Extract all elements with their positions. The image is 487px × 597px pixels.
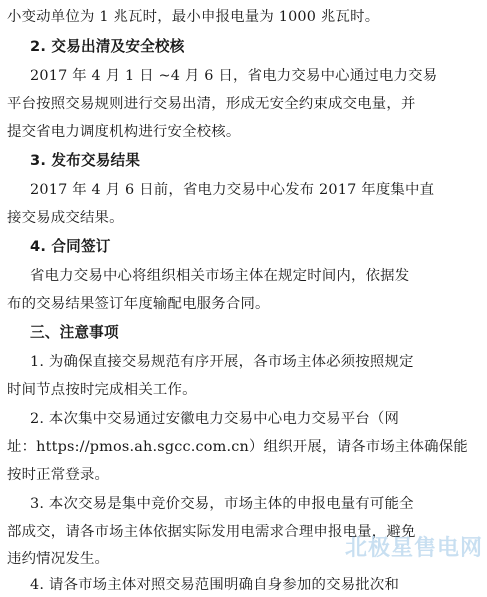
paragraph-line: 违约情况发生。 [7, 551, 110, 567]
paragraph-line: 2017 年 4 月 6 日前，省电力交易中心发布 2017 年度集中直 [30, 182, 435, 198]
paragraph-line: 按时正常登录。 [7, 467, 110, 483]
paragraph-line: 平台按照交易规则进行交易出清，形成无安全约束成交电量，并 [7, 96, 416, 112]
paragraph-line: 省电力交易中心将组织相关市场主体在规定时间内，依据发 [30, 268, 410, 284]
paragraph-line: 4. 请各市场主体对照交易范围明确自身参加的交易批次和 [30, 577, 400, 593]
paragraph-line: 址：https://pmos.ah.sgcc.com.cn）组织开展，请各市场主体确保能 [7, 439, 468, 455]
paragraph-line: 2017 年 4 月 1 日 ~4 月 6 日，省电力交易中心通过电力交易 [30, 68, 438, 84]
section-heading-clearing: 2. 交易出清及安全校核 [30, 38, 185, 55]
paragraph-line: 布的交易结果签订年度输配电服务合同。 [7, 296, 270, 312]
site-watermark: 北极星售电网 [344, 536, 483, 561]
paragraph-line: 3. 本次交易是集中竞价交易，市场主体的申报电量有可能全 [30, 496, 414, 512]
paragraph-line: 2. 本次集中交易通过安徽电力交易中心电力交易平台（网 [30, 411, 400, 427]
section-heading-contract: 4. 合同签订 [30, 238, 111, 255]
paragraph-line: 接交易成交结果。 [7, 210, 124, 226]
paragraph-line: 部成交，请各市场主体依据实际发用电需求合理申报电量，避免 [7, 524, 416, 540]
paragraph-line: 1. 为确保直接交易规范有序开展，各市场主体必须按照规定 [30, 354, 414, 370]
section-heading-notes: 三、注意事项 [30, 324, 119, 341]
paragraph-line: 小变动单位为 1 兆瓦时，最小申报电量为 1000 兆瓦时。 [7, 9, 380, 25]
section-heading-results: 3. 发布交易结果 [30, 152, 141, 169]
paragraph-line: 时间节点按时完成相关工作。 [7, 382, 197, 398]
paragraph-line: 提交省电力调度机构进行安全校核。 [7, 124, 241, 140]
